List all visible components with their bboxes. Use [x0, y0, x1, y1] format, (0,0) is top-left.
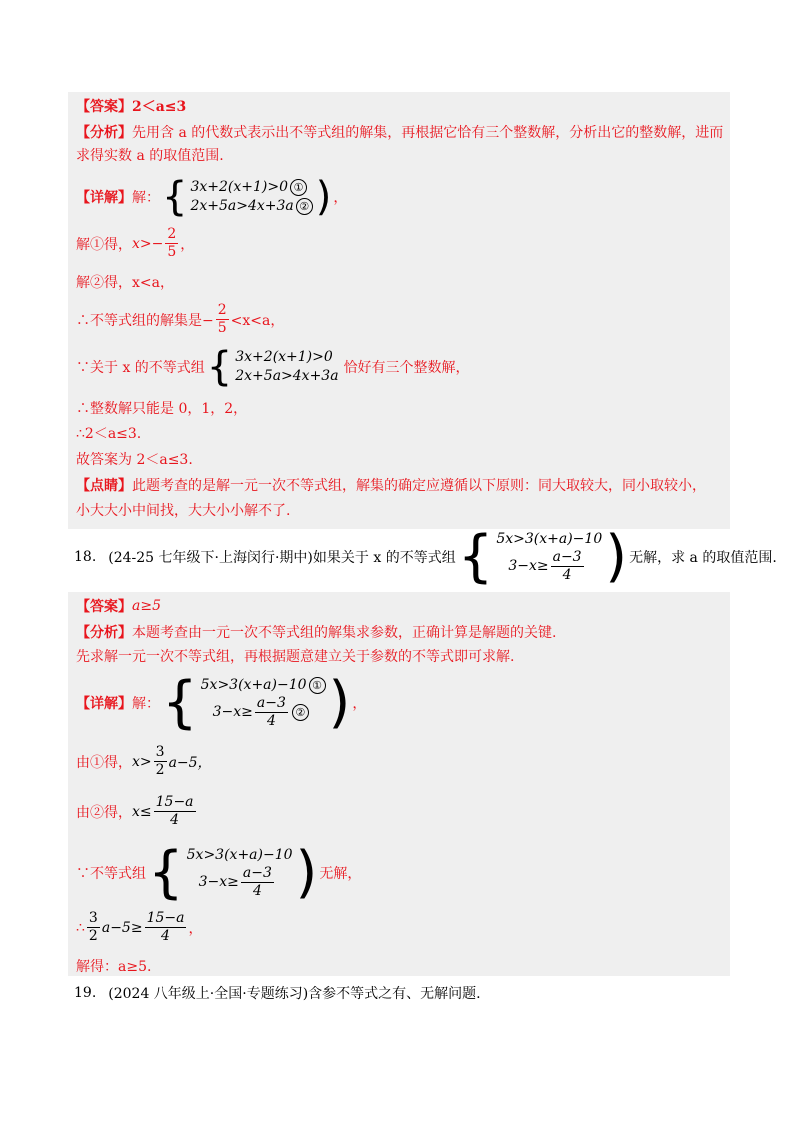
comment-row — [76, 475, 706, 495]
inequality-system — [207, 344, 342, 390]
step-text: ∵关于 x 的不等式组 — [76, 360, 205, 376]
punctuation: ， — [352, 695, 367, 712]
numerator: 15−a — [146, 910, 185, 926]
denominator: 4 — [252, 882, 262, 899]
answer-value: 2＜a≤3 — [132, 99, 187, 115]
fraction — [551, 549, 584, 584]
step-row — [76, 794, 198, 829]
solution-block-2 — [68, 592, 730, 976]
fraction — [145, 910, 187, 945]
solution-block-1 — [68, 92, 730, 529]
step-row — [76, 910, 202, 945]
comment-text: 此题考查的是解一元一次不等式组，解集的确定应遵循以下原则：同大取较大，同小取较小， — [132, 478, 706, 494]
answer-row — [76, 96, 186, 116]
numerator: 2 — [217, 302, 227, 318]
step-row — [76, 956, 151, 976]
system-line-2: 3−x≥ — [212, 703, 253, 720]
step-text: 解①得， — [76, 236, 132, 253]
step-text: ∴不等式组的解集是− — [76, 312, 214, 329]
numerator: a−3 — [242, 864, 272, 881]
math-text: a−5， — [168, 754, 212, 771]
system-line-2: 2x+5a>4x+3a — [235, 368, 339, 384]
answer-row — [76, 596, 161, 616]
step-row — [76, 423, 141, 443]
step-text: ∴整数解只能是 0，1，2， — [76, 401, 248, 417]
fraction — [165, 226, 178, 261]
system-line-2: 2x+5a>4x+3a — [190, 198, 294, 214]
question-number: 19. — [74, 985, 97, 1001]
denominator: 4 — [170, 812, 180, 828]
step-row — [76, 449, 193, 469]
question-18 — [74, 524, 777, 589]
step-text: 恰好有三个整数解， — [343, 360, 470, 376]
step-text: 解②得，x<a， — [76, 275, 174, 291]
comment-text: 小大大小中间找，大大小小解不了. — [76, 503, 291, 519]
step-row — [76, 744, 212, 779]
question-text: 如果关于 x 的不等式组 — [312, 549, 456, 566]
numerator: 15−a — [155, 794, 194, 810]
step-text: <x<a， — [230, 312, 285, 329]
numerator: 2 — [167, 226, 177, 242]
right-paren: ) — [315, 174, 332, 220]
circle-mark-2: ② — [292, 704, 309, 721]
comment-row-2 — [76, 500, 290, 520]
numerator: a−3 — [552, 548, 582, 565]
system-line-1: 3x+2(x+1)>0 — [190, 179, 288, 195]
question-source: (24-25 七年级下·上海闵行·期中) — [108, 549, 313, 566]
step-text: 由②得， — [76, 804, 132, 821]
comment-label: 【点睛】 — [76, 478, 132, 494]
detail-label: 【详解】 — [76, 695, 132, 712]
left-brace: { — [162, 670, 198, 735]
circle-mark-2: ② — [296, 198, 313, 215]
analysis-text: 本题考查由一元一次不等式组的解集求参数，正确计算是解题的关键. — [132, 625, 557, 641]
question-number: 18. — [74, 548, 97, 565]
answer-value: a≥5 — [132, 598, 161, 614]
analysis-row-2 — [76, 646, 514, 666]
detail-prefix: 解： — [132, 190, 160, 206]
numerator: 3 — [88, 910, 98, 926]
inequality-system — [162, 174, 331, 220]
step-row — [76, 226, 194, 261]
fraction — [241, 865, 274, 900]
analysis-label: 【分析】 — [76, 125, 132, 141]
inequality-system — [162, 670, 350, 735]
math-text: x≤ — [132, 803, 152, 820]
question-source: (2024 八年级上·全国·专题练习) — [108, 986, 309, 1002]
step-row — [76, 344, 470, 390]
left-brace: { — [457, 524, 494, 589]
punctuation: ， — [333, 190, 348, 206]
step-row — [76, 840, 361, 905]
fraction — [216, 302, 229, 337]
detail-row — [76, 174, 347, 220]
denominator: 5 — [167, 244, 177, 260]
fraction — [87, 910, 100, 945]
step-row — [76, 272, 174, 292]
right-paren: ) — [328, 670, 351, 735]
question-text: 无解，求 a 的取值范围. — [629, 549, 777, 566]
step-row — [76, 398, 247, 418]
step-text: 无解， — [319, 865, 362, 882]
system-line-1: 5x>3(x+a)−10 — [200, 676, 307, 693]
analysis-label: 【分析】 — [76, 625, 132, 641]
step-text: ∵不等式组 — [76, 865, 146, 882]
system-line-1: 5x>3(x+a)−10 — [496, 530, 603, 547]
step-text: ， — [180, 236, 195, 253]
detail-prefix: 解： — [132, 695, 160, 712]
analysis-text: 求得实数 a 的取值范围. — [76, 148, 224, 164]
fraction — [154, 744, 167, 779]
right-paren: ) — [295, 840, 318, 905]
step-row — [76, 302, 284, 337]
denominator: 4 — [266, 712, 276, 729]
right-paren: ) — [605, 524, 628, 589]
inequality-system — [458, 524, 627, 589]
left-brace: { — [206, 344, 233, 390]
step-text: 故答案为 2＜a≤3. — [76, 452, 193, 468]
left-brace: { — [162, 174, 188, 220]
circle-mark-1: ① — [290, 179, 307, 196]
step-text: ∴ — [76, 919, 85, 936]
circle-mark-1: ① — [309, 677, 326, 694]
analysis-row-2 — [76, 145, 224, 165]
analysis-text: 先求解一元一次不等式组，再根据题意建立关于参数的不等式即可求解. — [76, 649, 515, 665]
question-19 — [74, 982, 481, 1004]
denominator: 4 — [562, 566, 572, 583]
numerator: 3 — [155, 744, 165, 760]
left-brace: { — [148, 840, 184, 905]
denominator: 4 — [161, 928, 170, 944]
step-text: ， — [188, 920, 203, 937]
analysis-text: 先用含 a 的代数式表示出不等式组的解集，再根据它恰有三个整数解，分析出它的整数解，进而 — [132, 125, 724, 141]
denominator: 5 — [217, 320, 227, 336]
detail-label: 【详解】 — [76, 190, 132, 206]
detail-row — [76, 670, 366, 735]
math-text: x>− — [132, 235, 164, 252]
system-line-2: 3−x≥ — [198, 873, 239, 890]
denominator: 2 — [155, 762, 165, 778]
analysis-row — [76, 122, 723, 142]
math-text: x> — [132, 753, 152, 770]
numerator: a−3 — [256, 694, 286, 711]
step-text: 由①得， — [76, 754, 132, 771]
analysis-row — [76, 622, 556, 642]
math-text: a−5≥ — [101, 919, 143, 936]
fraction — [255, 695, 288, 730]
step-text: 解得：a≥5. — [76, 959, 152, 975]
system-line-2: 3−x≥ — [508, 557, 549, 574]
fraction — [154, 794, 196, 829]
inequality-system — [148, 840, 317, 905]
answer-label: 【答案】 — [76, 99, 132, 115]
system-line-1: 5x>3(x+a)−10 — [186, 846, 293, 863]
step-text: ∴2＜a≤3. — [76, 426, 142, 442]
question-text: 含参不等式之有、无解问题. — [308, 986, 481, 1002]
system-line-1: 3x+2(x+1)>0 — [235, 349, 333, 365]
answer-label: 【答案】 — [76, 599, 132, 615]
denominator: 2 — [88, 928, 98, 944]
